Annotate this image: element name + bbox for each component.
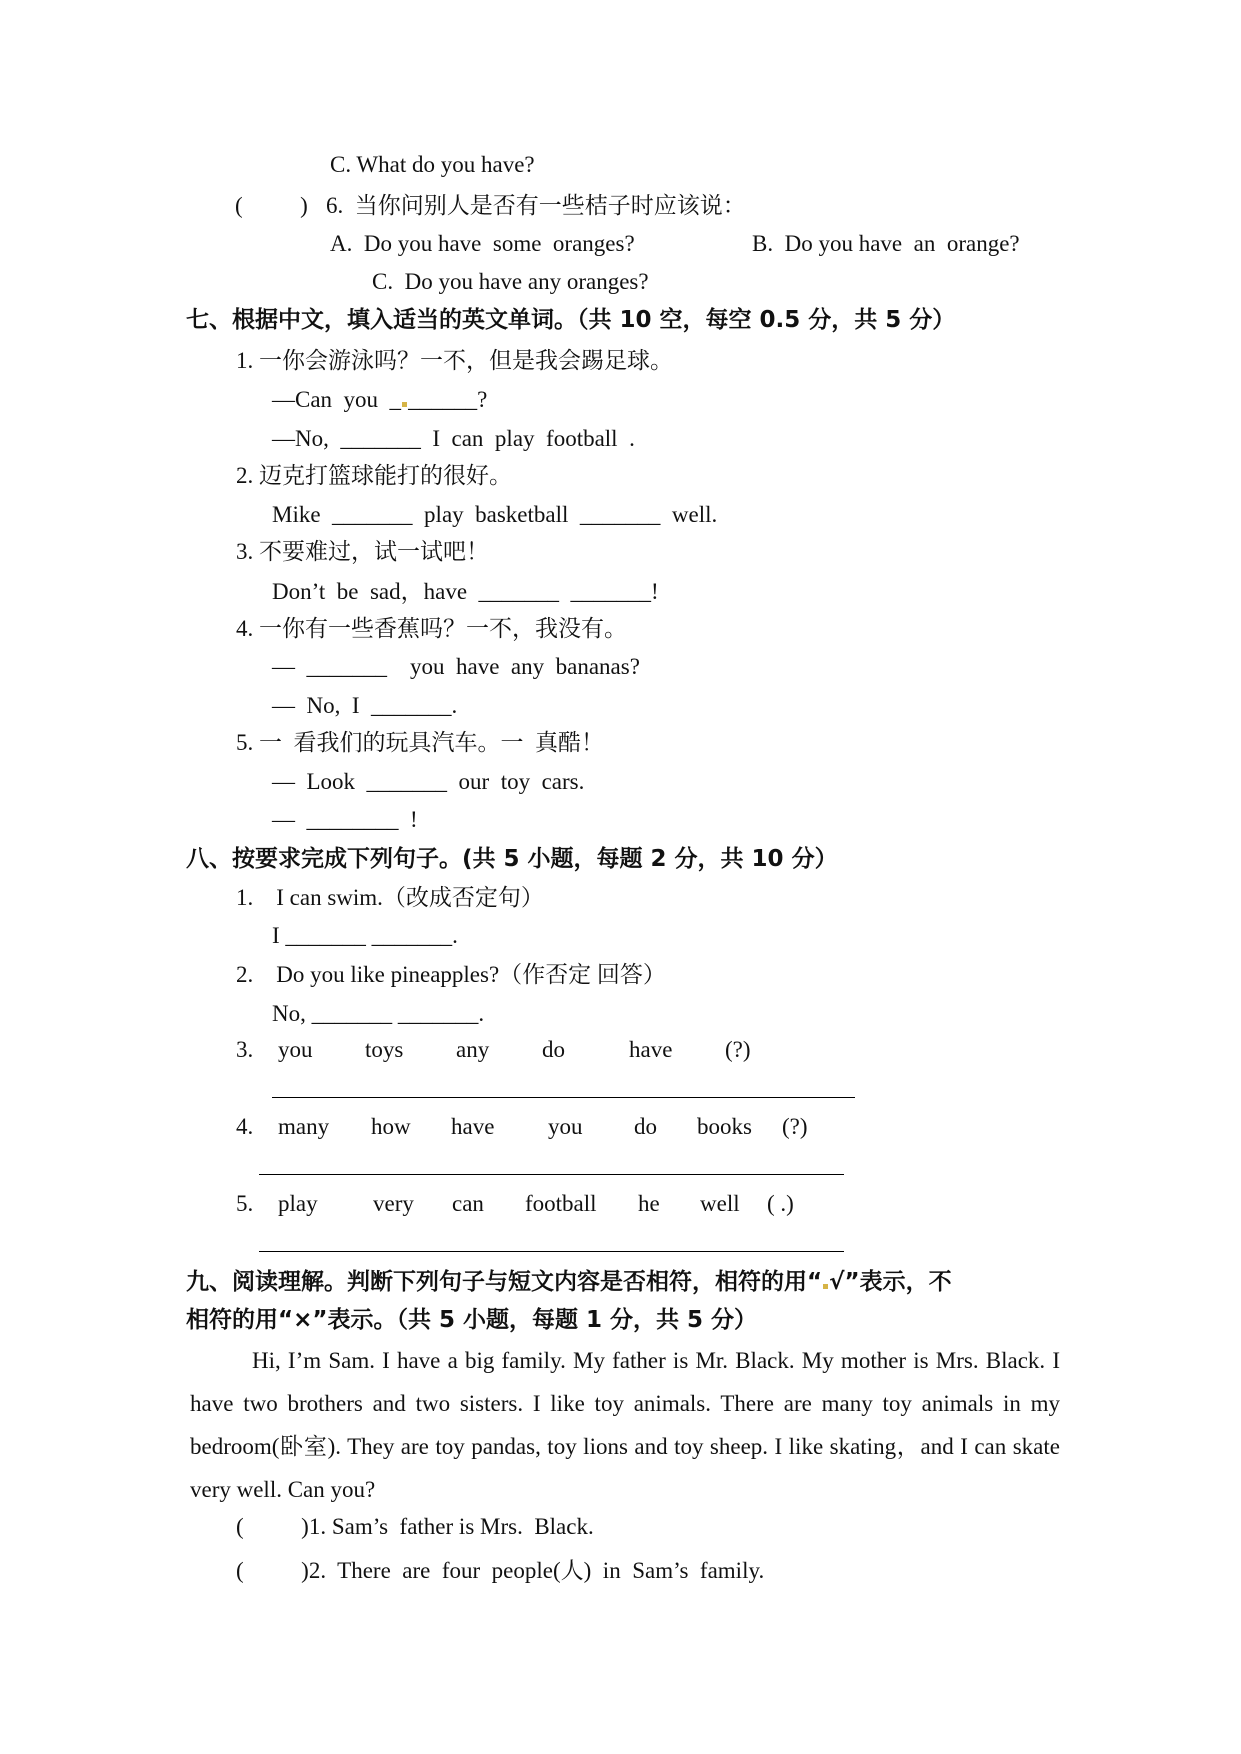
s8-item1-answer[interactable]: I _______ _______.: [272, 923, 458, 948]
s8-item5-word: football: [525, 1191, 597, 1216]
s7-item5-line-a[interactable]: — Look _______ our toy cars.: [272, 769, 585, 794]
s8-item4-word: you: [548, 1114, 583, 1139]
s8-item4-word: (?): [782, 1114, 808, 1139]
s8-item4-word: have: [451, 1114, 495, 1139]
q6-option-b: B. Do you have an orange?: [752, 231, 1020, 256]
s7-item1-line-a-prefix: —Can you _: [272, 387, 402, 412]
s7-item4-chinese: 4. 一你有一些香蕉吗？一不，我没有。: [236, 616, 627, 641]
section-7-title: 七、根据中文，填入适当的英文单词。（共 10 空，每空 0.5 分，共 5 分）: [186, 307, 956, 333]
s7-item1-line-a[interactable]: [272, 386, 487, 414]
check-icon: √: [829, 1269, 845, 1295]
s8-item3-word: have: [629, 1037, 673, 1062]
s8-item5-number: 5.: [236, 1191, 254, 1216]
q5-option-c: C. What do you have?: [330, 152, 535, 177]
section-9-title-line2: 相符的用“×”表示。（共 5 小题，每题 1 分，共 5 分）: [186, 1307, 758, 1333]
s7-item3-english[interactable]: Don’t be sad，have _______ _______!: [272, 579, 659, 604]
mark-dot: [402, 402, 407, 407]
s8-item5-word: he: [638, 1191, 660, 1216]
s8-item5-word: ( .): [767, 1191, 794, 1216]
s7-item2-chinese: 2. 迈克打篮球能打的很好。: [236, 463, 512, 488]
s8-item4-number: 4.: [236, 1114, 254, 1139]
s9-question-1[interactable]: ( )1. Sam’s father is Mrs. Black.: [236, 1514, 594, 1539]
q6-option-a: A. Do you have some oranges?: [330, 231, 635, 256]
q6-option-c: C. Do you have any oranges?: [372, 269, 649, 294]
s7-item4-line-a[interactable]: — _______ you have any bananas?: [272, 654, 640, 679]
s7-item1-line-a-suffix: ______?: [408, 387, 488, 412]
s7-item5-chinese: 5. 一 看我们的玩具汽车。一 真酷！: [236, 730, 604, 755]
s8-item3-word: toys: [365, 1037, 404, 1062]
s7-item2-english[interactable]: Mike _______ play basketball _______ well.: [272, 502, 718, 527]
s8-item4-word: many: [278, 1114, 330, 1139]
s8-item1: 1. I can swim.（改成否定句）: [236, 885, 544, 910]
s8-item3-answer-line[interactable]: [272, 1097, 855, 1098]
reading-passage: Hi, I’m Sam. I have a big family. My father is Mr. Black. My mother is Mrs. Black. I have two brothers and two sisters. I like toy animals. There are many toy animals in my bedroom(卧室). They are toy pandas, toy lions and toy sheep. I like skating，and I can skate very well. Can you?: [190, 1348, 1060, 1502]
mark-dot: [823, 1284, 828, 1289]
section-9-title-line1: [186, 1268, 952, 1296]
s8-item3-word: do: [542, 1037, 565, 1062]
s8-item2-answer[interactable]: No, _______ _______.: [272, 1001, 485, 1026]
s8-item4-word: how: [371, 1114, 411, 1139]
s8-item5-word: play: [278, 1191, 318, 1216]
s7-item1-line-b[interactable]: —No, _______ I can play football .: [272, 426, 635, 451]
s8-item3-number: 3.: [236, 1037, 254, 1062]
q6-answer-paren[interactable]: ( ): [235, 193, 308, 218]
s8-item5-word: can: [452, 1191, 484, 1216]
section-9-title-part1: 九、阅读理解。判断下列句子与短文内容是否相符，相符的用“: [186, 1269, 823, 1295]
s8-item4-word: do: [634, 1114, 657, 1139]
section-8-title: 八、按要求完成下列句子。(共 5 小题，每题 2 分，共 10 分）: [186, 846, 838, 872]
s8-item3-word: you: [278, 1037, 313, 1062]
s7-item1-chinese: 1. 一你会游泳吗？一不，但是我会踢足球。: [236, 348, 673, 373]
s7-item3-chinese: 3. 不要难过，试一试吧！: [236, 539, 489, 564]
section-9-title-part2: ”表示，不: [844, 1269, 952, 1295]
s8-item5-word: very: [373, 1191, 414, 1216]
q6-stem: 6. 当你问别人是否有一些桔子时应该说：: [326, 193, 746, 218]
s8-item5-word: well: [700, 1191, 740, 1216]
s9-question-2[interactable]: ( )2. There are four people(人) in Sam’s family.: [236, 1558, 765, 1583]
s7-item5-line-b[interactable]: — ________ !: [272, 807, 418, 832]
s8-item4-answer-line[interactable]: [259, 1174, 844, 1175]
s8-item2: 2. Do you like pineapples?（作否定 回答）: [236, 962, 666, 987]
s8-item4-word: books: [697, 1114, 752, 1139]
s8-item5-answer-line[interactable]: [259, 1251, 844, 1252]
s7-item4-line-b[interactable]: — No, I _______.: [272, 693, 458, 718]
s8-item3-word: (?): [725, 1037, 751, 1062]
s8-item3-word: any: [456, 1037, 490, 1062]
